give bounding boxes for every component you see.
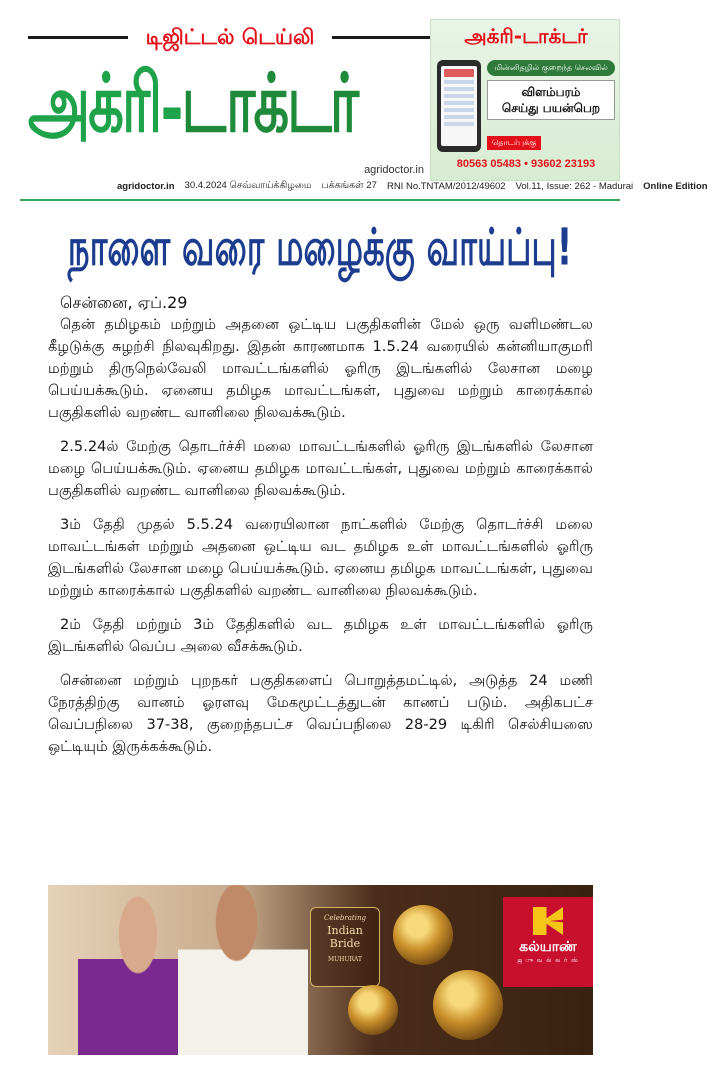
masthead xyxy=(20,14,620,192)
tagline-row xyxy=(28,20,432,54)
bridal-collection-badge xyxy=(310,907,380,987)
article-paragraph: 3ம் தேதி முதல் 5.5.24 வரையிலான நாட்களில் மேற்கு தொடர்ச்சி மலை மாவட்டங்கள் மற்றும் அதனை ஒட்டிய வட தமிழக உள் மாவட்டங்களில் ஓரிரு இடங்களில் லேசான மழை பெய்யக்கூடும். ஏனைய தமிழக மாவட்டங்கள், புதுவை மற்றும் காரைக்கால் பகுதிகளில் வறண்ட வானிலை நிலவக்கூடும். xyxy=(48,516,593,599)
necklace-image xyxy=(393,905,453,965)
badge-line-3: MUHURAT xyxy=(327,956,362,963)
info-pages: பக்கங்கள் 27 xyxy=(321,180,377,191)
info-date: 30.4.2024 செவ்வாய்க்கிழமை xyxy=(184,180,312,191)
site-url[interactable]: agridoctor.in xyxy=(364,164,424,176)
earring-image xyxy=(348,985,398,1035)
logo-dash: - xyxy=(160,61,182,157)
kalyan-k-icon xyxy=(533,907,563,935)
ad-line-2: செய்து பயன்பெற xyxy=(501,101,601,115)
ad-text-box xyxy=(487,80,615,120)
article-paragraph: தென் தமிழகம் மற்றும் அதனை ஒட்டிய பகுதிகளின் மேல் ஒரு வளிமண்டல கீழடுக்கு சுழற்சி நிலவுகிறது. இதன் காரணமாக 1.5.24 வரையில் கன்னியாகுமரி மற்றும் திருநெல்வேலி மாவட்டங்களில் ஓரிரு இடங்களில் லேசான மழை பெய்யக்கூடும். ஏனைய தமிழக மாவட்டங்கள், புதுவை மற்றும் காரைக்கால் பகுதிகளில் வறண்ட வானிலை நிலவக்கூடும். xyxy=(48,316,593,421)
tagline: டிஜிட்டல் டெய்லி xyxy=(145,25,315,49)
brand-subtitle: ஜ ு வ ல் ல ர் ஸ் xyxy=(517,957,579,964)
brand-name: கல்யாண் xyxy=(519,939,577,955)
phone-screen xyxy=(441,66,477,146)
ad-phone-numbers[interactable]: 80563 05483 • 93602 23193 xyxy=(456,158,596,170)
logo-text-doctor: டாக்டர் xyxy=(181,56,358,152)
badge-line-1: Celebrating xyxy=(324,914,366,922)
headline-text: நாளை வரை மழைக்கு வாய்ப்பு! xyxy=(67,218,573,278)
article-paragraph: 2ம் தேதி மற்றும் 3ம் தேதிகளில் வட தமிழக உள் மாவட்டங்களில் ஓரிரு இடங்களில் வெப்ப அலை வீசக்கூடும். xyxy=(48,616,593,655)
kalyan-brand-logo xyxy=(503,897,593,987)
newspaper-logo[interactable] xyxy=(28,56,432,162)
ad-banner: மின்னிதழில் குறைந்த செலவில் xyxy=(487,60,615,76)
article-headline xyxy=(20,212,620,284)
article-body xyxy=(48,292,593,770)
top-advertisement[interactable] xyxy=(430,19,620,181)
brand-block xyxy=(28,14,432,192)
jewellery-advertisement[interactable] xyxy=(48,885,593,1055)
phone-icon xyxy=(437,60,481,152)
edition-info-bar xyxy=(112,178,708,194)
ad-title: அக்ரி-டாக்டர் xyxy=(464,24,588,48)
info-volume: Vol.11, Issue: 262 - Madurai xyxy=(515,180,634,192)
article-paragraph: சென்னை மற்றும் புறநகர் பகுதிகளைப் பொறுத்தமட்டில், அடுத்த 24 மணி நேரத்திற்கு வானம் ஓரளவு மேகமூட்டத்துடன் காணப் படும். அதிகபட்ச வெப்பநிலை 37-38, குறைந்தபட்ச வெப்பநிலை 28-29 டிகிரி செல்சியஸை ஒட்டியும் இருக்கக்கூடும். xyxy=(48,672,593,755)
tagline-rule-left xyxy=(28,36,128,39)
necklace-image xyxy=(433,970,503,1040)
badge-line-2: Indian Bride xyxy=(327,924,363,950)
article-paragraph: 2.5.24ல் மேற்கு தொடர்ச்சி மலை மாவட்டங்களில் ஓரிரு இடங்களில் லேசான மழை பெய்யக்கூடும். ஏனைய தமிழக மாவட்டங்கள், புதுவை மற்றும் காரைக்கால் பகுதிகளில் வறண்ட வானிலை நிலவக்கூடும். xyxy=(48,438,593,499)
ad-contact-label: தொடர்புக்கு xyxy=(487,136,541,150)
info-site[interactable]: agridoctor.in xyxy=(117,180,175,192)
dateline: சென்னை, ஏப்.29 xyxy=(60,293,188,312)
ad-line-1: விளம்பரம் xyxy=(521,85,581,99)
tagline-rule-right xyxy=(332,36,432,39)
info-rni: RNI No.TNTAM/2012/49602 xyxy=(386,180,506,192)
model-man-image xyxy=(178,885,308,1055)
logo-text-agri: அக்ரி xyxy=(28,56,161,152)
info-edition: Online Edition xyxy=(643,180,708,192)
